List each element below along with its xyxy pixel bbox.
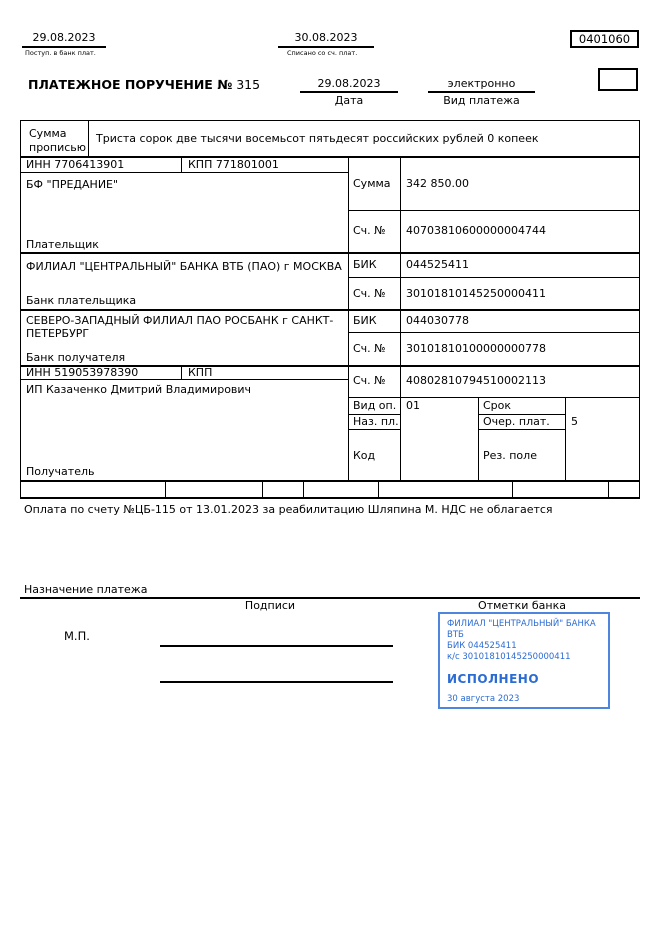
payer-bank-caption: Банк плательщика — [26, 294, 137, 307]
document-title — [28, 77, 260, 92]
payer-bank-bik: 044525411 — [406, 258, 469, 271]
received-in-bank-date: 29.08.2023 — [32, 31, 96, 44]
table-border — [181, 365, 182, 379]
signature-line — [160, 645, 393, 647]
table-border — [20, 172, 348, 173]
table-border — [565, 397, 566, 480]
payee-bank-caption: Банк получателя — [26, 351, 126, 364]
table-border — [20, 309, 640, 311]
payee-name: ИП Казаченко Дмитрий Владимирович — [26, 383, 252, 396]
signature-line — [160, 681, 393, 683]
payment-purpose-caption: Назначение платежа — [24, 583, 148, 596]
table-border — [88, 120, 89, 156]
payee-bank-account-label: Сч. № — [353, 342, 386, 355]
payee-account: 40802810794510002113 — [406, 374, 546, 387]
received-in-bank-caption: Поступ. в банк плат. — [25, 49, 96, 57]
op-kind-label: Вид оп. — [353, 399, 397, 412]
payee-kpp-label: КПП — [188, 366, 213, 379]
payee-account-label: Сч. № — [353, 374, 386, 387]
payer-caption: Плательщик — [26, 238, 99, 251]
payer-bank-account-label: Сч. № — [353, 287, 386, 300]
table-border — [20, 480, 640, 482]
table-border — [165, 480, 166, 497]
table-border — [348, 332, 640, 333]
amount-words-label: Сумма прописью — [29, 127, 87, 154]
table-border — [348, 210, 640, 211]
payer-bank-account: 30101810145250000411 — [406, 287, 546, 300]
table-border — [639, 120, 640, 499]
payer-account: 40703810600000004744 — [406, 224, 546, 237]
divider — [22, 46, 106, 48]
document-number: 315 — [236, 77, 261, 92]
amount-value: 342 850.00 — [406, 177, 469, 190]
document-date-caption: Дата — [334, 94, 364, 107]
written-off-caption: Списано со сч. плат. — [287, 49, 358, 57]
table-border — [303, 480, 304, 497]
table-border — [20, 379, 348, 380]
payer-account-label: Сч. № — [353, 224, 386, 237]
payee-bank-name: СЕВЕРО-ЗАПАДНЫЙ ФИЛИАЛ ПАО РОСБАНК г САНКТ-ПЕТЕРБУРГ — [26, 314, 334, 340]
form-code-box — [570, 30, 639, 48]
reserve-box — [598, 68, 638, 91]
table-border — [400, 156, 401, 480]
pay-purpose-code-label: Наз. пл. — [353, 415, 399, 428]
payer-name: БФ "ПРЕДАНИЕ" — [26, 178, 119, 191]
payment-purpose-text: Оплата по счету №ЦБ-115 от 13.01.2023 за реабилитацию Шляпина М. НДС не облагается — [24, 503, 553, 516]
stamp-status: ИСПОЛНЕНО — [447, 672, 540, 686]
table-border — [478, 397, 479, 480]
table-border — [608, 480, 609, 497]
amount-label: Сумма — [353, 177, 391, 190]
table-border — [262, 480, 263, 497]
priority-value: 5 — [571, 415, 578, 428]
stamp-bik: БИК 044525411 — [447, 641, 517, 651]
amount-in-words: Триста сорок две тысячи восемьсот пятьдесят российских рублей 0 копеек — [96, 132, 539, 145]
stamp-bank-name: ФИЛИАЛ "ЦЕНТРАЛЬНЫЙ" БАНКА ВТБ — [447, 619, 596, 640]
payer-bank-name: ФИЛИАЛ "ЦЕНТРАЛЬНЫЙ" БАНКА ВТБ (ПАО) г МОСКВА — [26, 260, 342, 273]
term-label: Срок — [483, 399, 512, 412]
stamp-place-label: М.П. — [64, 629, 90, 643]
table-border — [348, 429, 400, 430]
reserve-field-label: Рез. поле — [483, 449, 537, 462]
signatures-caption: Подписи — [244, 599, 296, 612]
divider — [278, 46, 374, 48]
payer-bank-bik-label: БИК — [353, 258, 377, 271]
payer-kpp: КПП 771801001 — [188, 158, 279, 171]
table-border — [348, 277, 640, 278]
table-border — [20, 120, 640, 121]
payee-bank-bik: 044030778 — [406, 314, 469, 327]
payment-kind-value: электронно — [447, 77, 516, 90]
table-border — [20, 252, 640, 254]
bank-marks-caption: Отметки банка — [478, 599, 566, 612]
form-code: 0401060 — [578, 32, 631, 46]
payer-inn: ИНН 7706413901 — [26, 158, 125, 171]
divider — [428, 91, 535, 93]
op-kind-value: 01 — [406, 399, 420, 412]
document-date: 29.08.2023 — [317, 77, 381, 90]
payee-bank-account: 30101810100000000778 — [406, 342, 546, 355]
code-label: Код — [353, 449, 376, 462]
payee-caption: Получатель — [26, 465, 95, 478]
payee-inn: ИНН 519053978390 — [26, 366, 139, 379]
table-border — [20, 497, 640, 499]
written-off-date: 30.08.2023 — [294, 31, 358, 44]
divider — [300, 91, 398, 93]
stamp-date: 30 августа 2023 — [447, 694, 520, 704]
table-border — [20, 120, 21, 499]
priority-label: Очер. плат. — [483, 415, 550, 428]
table-border — [181, 156, 182, 172]
table-border — [348, 397, 640, 398]
document-title-text: ПЛАТЕЖНОЕ ПОРУЧЕНИЕ № — [28, 77, 233, 92]
bank-execution-stamp — [438, 612, 610, 709]
table-border — [512, 480, 513, 497]
table-border — [378, 480, 379, 497]
stamp-corr-account: к/с 30101810145250000411 — [447, 652, 571, 662]
payee-bank-bik-label: БИК — [353, 314, 377, 327]
table-border — [478, 429, 565, 430]
payment-kind-caption: Вид платежа — [443, 94, 520, 107]
